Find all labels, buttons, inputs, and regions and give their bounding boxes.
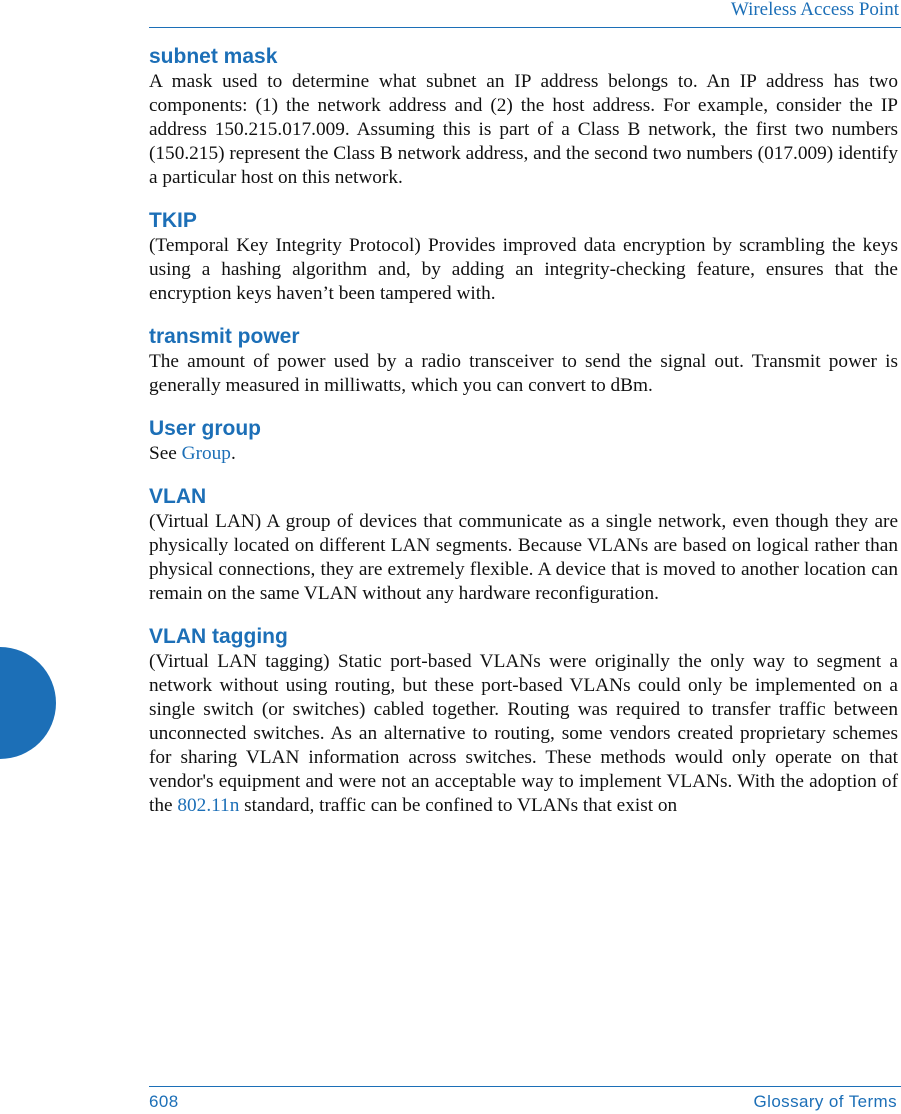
- term-definition: The amount of power used by a radio transceiver to send the signal out. Transmit power is generally measured in milliwatts, which you can convert to dBm.: [149, 351, 898, 396]
- definition-text: See: [149, 443, 182, 464]
- glossary-entry-vlan: [149, 484, 898, 606]
- 802-11n-link[interactable]: 802.11n: [177, 795, 240, 816]
- group-link[interactable]: Group: [181, 443, 231, 464]
- page-number: 608: [149, 1092, 179, 1111]
- term-heading: VLAN tagging: [149, 625, 288, 648]
- term-heading: VLAN: [149, 485, 207, 508]
- footer-divider: [149, 1086, 901, 1087]
- term-heading: TKIP: [149, 209, 197, 232]
- term-heading: transmit power: [149, 325, 300, 348]
- term-definition: [149, 650, 898, 818]
- term-definition: (Temporal Key Integrity Protocol) Provides improved data encryption by scrambling the keys using a hashing algorithm and, by adding an integrity-checking feature, ensures that the encryption keys haven’t been tampered with.: [149, 235, 898, 304]
- header-divider: [149, 27, 901, 28]
- definition-text: standard, traffic can be confined to VLANs that exist on: [239, 795, 678, 816]
- term-definition: A mask used to determine what subnet an IP address belongs to. An IP address has two components: (1) the network address and (2) the host address. For example, consider the IP address 150.215.017.009. Assuming this is part of a Class B network, the first two numbers (150.215) represent the Class B network address, and the second two numbers (017.009) identify a particular host on this network.: [149, 71, 898, 188]
- chapter-thumb-tab: [0, 647, 56, 759]
- glossary-entry-vlan-tagging: [149, 624, 898, 818]
- definition-text: (Virtual LAN tagging) Static port-based VLANs were originally the only way to segment a network without using routing, but these port-based VLANs could only be implemented on a single switch (or switches) cabled together. Routing was required to transfer traffic between unconnected switches. As an alternative to routing, some vendors created proprietary schemes for sharing VLAN information across switches. These methods would only operate on that vendor's equipment and were not an acceptable way to implement VLANs. With the adoption of the: [149, 651, 898, 816]
- glossary-content: [149, 44, 898, 818]
- glossary-entry-subnet-mask: [149, 44, 898, 190]
- glossary-entry-transmit-power: [149, 324, 898, 398]
- term-heading: User group: [149, 417, 262, 440]
- term-definition: [149, 442, 898, 466]
- definition-text: .: [230, 443, 236, 464]
- glossary-entry-user-group: [149, 416, 898, 466]
- footer-section-title: Glossary of Terms: [753, 1092, 897, 1111]
- glossary-entry-tkip: [149, 208, 898, 306]
- term-definition: (Virtual LAN) A group of devices that communicate as a single network, even though they are physically located on different LAN segments. Because VLANs are based on logical rather than physical connections, they are extremely flexible. A device that is moved to another location can remain on the same VLAN without any hardware reconfiguration.: [149, 511, 898, 604]
- running-header-title: Wireless Access Point: [730, 0, 899, 20]
- term-heading: subnet mask: [149, 45, 278, 68]
